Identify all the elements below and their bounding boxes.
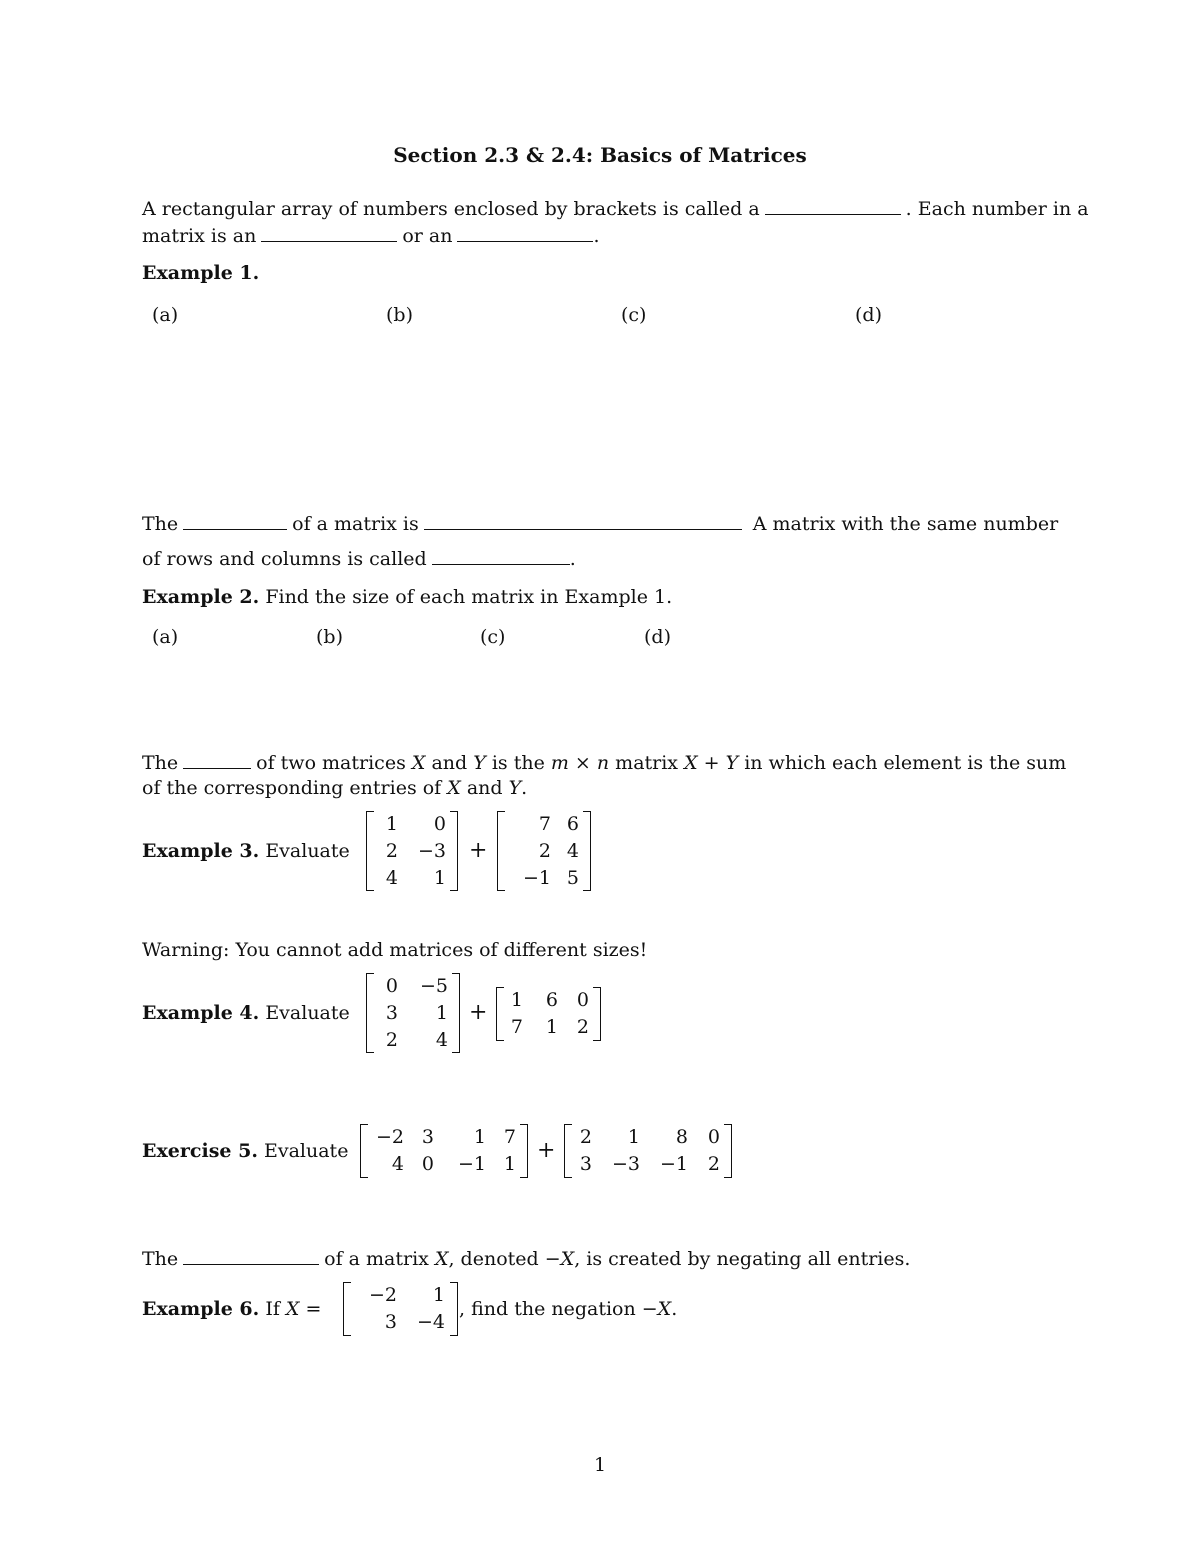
- matrix-cell: 0: [707, 1126, 720, 1148]
- matrix-4a-table: [376, 973, 448, 1054]
- size-def-line-1: [142, 511, 1058, 535]
- matrix-cell: 4: [435, 1029, 448, 1051]
- exercise-5-heading: [142, 1140, 348, 1162]
- math-mxn: m × n: [550, 752, 610, 774]
- example-label: Example 2.: [142, 586, 260, 608]
- example-text: Find the size of each matrix in Example 1.: [265, 586, 673, 608]
- matrix-cell: 0: [433, 813, 446, 835]
- example-label: Example 4.: [142, 1002, 260, 1024]
- matrix-6-table: [353, 1282, 445, 1336]
- sum-def-text: and: [431, 752, 468, 774]
- sum-def-line-2: [142, 777, 527, 799]
- example-text: Evaluate: [265, 1002, 350, 1024]
- matrix-cell: −1: [522, 867, 551, 889]
- matrix-cell: −4: [416, 1311, 445, 1333]
- matrix-cell: −1: [457, 1153, 486, 1175]
- blank-size: [183, 511, 287, 530]
- matrix-cell: 2: [385, 840, 398, 862]
- blank-negation: [183, 1246, 319, 1265]
- example-2-part-b: (b): [316, 626, 343, 648]
- matrix-4a: [366, 973, 460, 1053]
- matrix-cell: 2: [385, 1029, 398, 1051]
- neg-def-text: , denoted: [448, 1248, 539, 1270]
- size-def-line-2: [142, 546, 576, 570]
- matrix-cell: 4: [385, 867, 398, 889]
- matrix-cell: 1: [510, 989, 523, 1011]
- matrix-cell: 6: [545, 989, 558, 1011]
- example-6-heading: [142, 1298, 321, 1320]
- matrix-cell: 1: [503, 1153, 516, 1175]
- example-6-tail: [459, 1298, 677, 1320]
- sum-def-text: matrix: [615, 752, 679, 774]
- math-x: X: [434, 1248, 449, 1270]
- blank-square: [432, 546, 570, 565]
- matrix-cell: −5: [419, 975, 448, 997]
- intro-line-1: [142, 196, 1089, 220]
- math-x: X: [411, 752, 426, 774]
- sum-def-text: The: [142, 752, 179, 774]
- matrix-3a-table: [376, 811, 446, 892]
- example-2-heading: [142, 586, 672, 608]
- warning-text: Warning: You cannot add matrices of different sizes!: [142, 939, 648, 961]
- matrix-cell: 8: [675, 1126, 688, 1148]
- blank-entry: [457, 223, 593, 242]
- matrix-cell: 1: [433, 867, 446, 889]
- math-x-plus-y: X + Y: [684, 752, 739, 774]
- math-neg-x: −X: [544, 1248, 575, 1270]
- intro-text: A rectangular array of numbers enclosed by brackets is called a: [142, 198, 760, 220]
- intro-text: or an: [402, 225, 453, 247]
- math-neg-x: −X: [641, 1298, 672, 1320]
- math-y: Y: [473, 752, 486, 774]
- matrix-5a: [360, 1124, 528, 1178]
- sum-def-text: in which each element is the sum: [744, 752, 1067, 774]
- example-2-part-c: (c): [480, 626, 506, 648]
- example-1-heading: [142, 262, 259, 284]
- plus-sign: +: [537, 1138, 556, 1163]
- matrix-cell: −2: [375, 1126, 404, 1148]
- neg-def-line: [142, 1246, 910, 1270]
- example-1-part-a: (a): [152, 304, 179, 326]
- size-def-text: of rows and columns is called: [142, 548, 427, 570]
- matrix-cell: 1: [627, 1126, 640, 1148]
- matrix-5b-table: [574, 1124, 720, 1178]
- example-label: Example 6.: [142, 1298, 260, 1320]
- matrix-cell: 7: [503, 1126, 516, 1148]
- exercise-text: Evaluate: [263, 1140, 349, 1162]
- intro-text: .: [593, 225, 600, 247]
- matrix-4b-table: [506, 987, 589, 1041]
- matrix-cell: 1: [432, 1284, 445, 1306]
- example-text: If: [265, 1298, 280, 1320]
- sum-def-text: and: [466, 777, 503, 799]
- sum-def-text: of two matrices: [256, 752, 406, 774]
- matrix-5b: [564, 1124, 732, 1178]
- matrix-cell: 7: [538, 813, 551, 835]
- example-2-part-a: (a): [152, 626, 179, 648]
- example-3-heading: [142, 840, 350, 862]
- example-label: Example 3.: [142, 840, 260, 862]
- exercise-label: Exercise 5.: [142, 1140, 258, 1162]
- blank-size-definition: [424, 511, 742, 530]
- matrix-cell: 7: [510, 1016, 523, 1038]
- size-def-text: The: [142, 513, 179, 535]
- matrix-cell: 3: [384, 1311, 397, 1333]
- matrix-3b: [497, 811, 591, 891]
- sum-def-text: is the: [491, 752, 545, 774]
- page-number: 1: [593, 1454, 607, 1476]
- matrix-cell: 0: [576, 989, 589, 1011]
- neg-def-text: of a matrix: [324, 1248, 429, 1270]
- plus-sign: +: [469, 1000, 488, 1025]
- example-1-part-b: (b): [386, 304, 413, 326]
- size-def-text: A matrix with the same number: [752, 513, 1059, 535]
- matrix-cell: 0: [385, 975, 398, 997]
- math-y: Y: [508, 777, 522, 799]
- math-x: X: [447, 777, 461, 799]
- matrix-cell: −1: [659, 1153, 688, 1175]
- matrix-3b-table: [507, 811, 579, 892]
- size-def-text: of a matrix is: [292, 513, 419, 535]
- example-text: Evaluate: [265, 840, 350, 862]
- matrix-cell: 2: [579, 1126, 592, 1148]
- matrix-cell: 4: [391, 1153, 404, 1175]
- matrix-cell: −2: [368, 1284, 397, 1306]
- neg-def-text: The: [142, 1248, 179, 1270]
- matrix-cell: 3: [385, 1002, 398, 1024]
- matrix-4b: [496, 987, 601, 1041]
- example-1-part-d: (d): [855, 304, 882, 326]
- example-text: .: [671, 1298, 678, 1320]
- matrix-cell: 2: [707, 1153, 720, 1175]
- math-x-equals: X =: [285, 1298, 322, 1320]
- example-2-part-d: (d): [644, 626, 671, 648]
- example-1-part-c: (c): [621, 304, 647, 326]
- size-def-text: .: [569, 548, 576, 570]
- example-text: , find the negation: [459, 1298, 636, 1320]
- intro-line-2: [142, 223, 600, 247]
- intro-text: . Each number in a: [905, 198, 1089, 220]
- sum-def-line-1: [142, 750, 1066, 774]
- matrix-cell: 1: [473, 1126, 486, 1148]
- plus-sign: +: [469, 838, 488, 863]
- matrix-cell: 1: [435, 1002, 448, 1024]
- example-4-heading: [142, 1002, 350, 1024]
- blank-matrix: [765, 196, 901, 215]
- matrix-cell: −3: [611, 1153, 640, 1175]
- blank-sum: [183, 750, 251, 769]
- sum-def-text: .: [521, 777, 528, 799]
- matrix-cell: 2: [576, 1016, 589, 1038]
- matrix-6: [343, 1282, 458, 1336]
- blank-element: [261, 223, 397, 242]
- matrix-cell: −3: [417, 840, 446, 862]
- matrix-cell: 2: [538, 840, 551, 862]
- matrix-cell: 5: [566, 867, 579, 889]
- intro-text: matrix is an: [142, 225, 257, 247]
- matrix-3a: [366, 811, 458, 891]
- matrix-cell: 0: [421, 1153, 434, 1175]
- sum-def-text: of the corresponding entries of: [142, 777, 442, 799]
- neg-def-text: , is created by negating all entries.: [574, 1248, 911, 1270]
- matrix-5a-table: [370, 1124, 516, 1178]
- example-label: Example 1.: [142, 262, 260, 284]
- matrix-cell: 3: [421, 1126, 434, 1148]
- matrix-cell: 1: [545, 1016, 558, 1038]
- matrix-cell: 4: [566, 840, 579, 862]
- matrix-cell: 3: [579, 1153, 592, 1175]
- matrix-cell: 1: [385, 813, 398, 835]
- page-title: Section 2.3 & 2.4: Basics of Matrices: [393, 143, 807, 167]
- matrix-cell: 6: [566, 813, 579, 835]
